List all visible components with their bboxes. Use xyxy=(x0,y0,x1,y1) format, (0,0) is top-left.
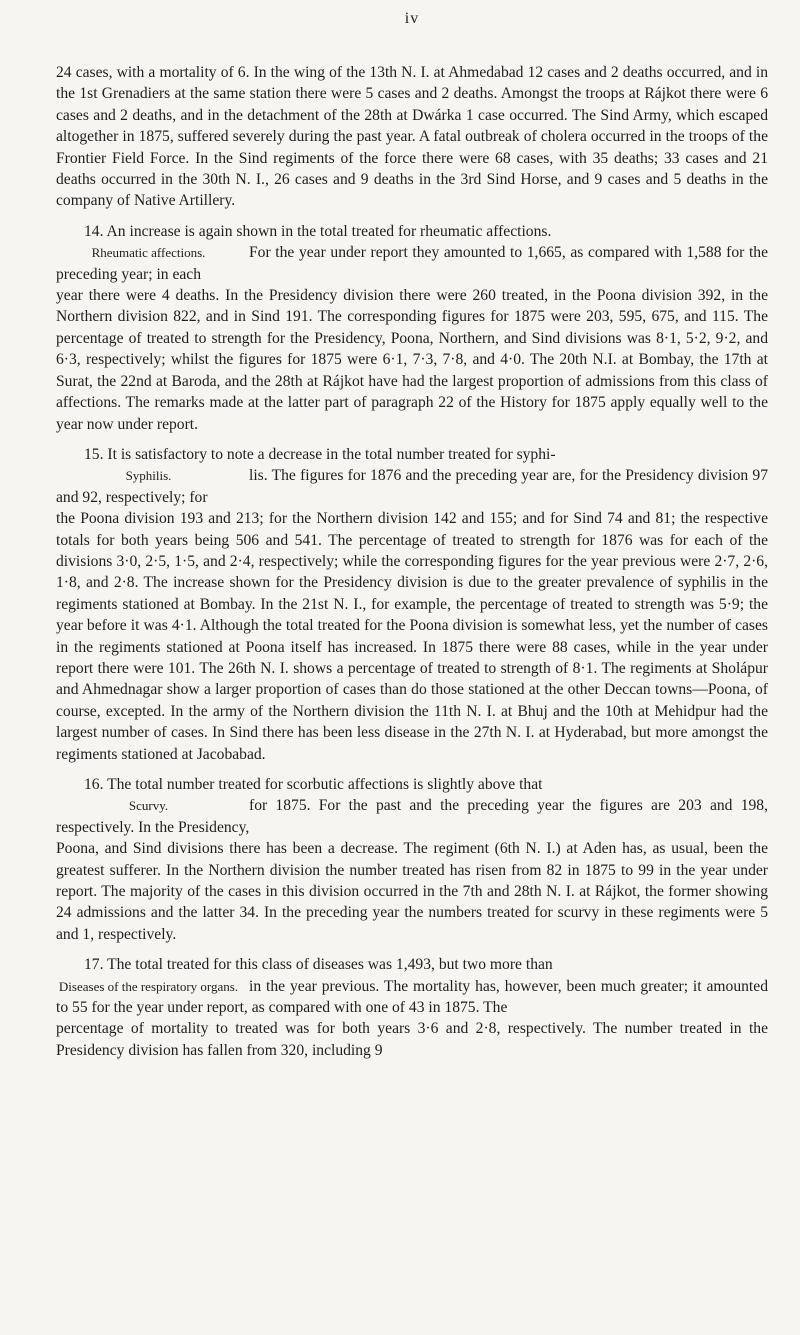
paragraph-14-side: For the year under report they amounted to 1,665, as compared with 1,588 for the preceding year; in each xyxy=(56,244,768,283)
margin-note-syphilis: Syphilis. xyxy=(125,468,172,484)
paragraph-17-side: in the year previous. The mortality has, however, been much greater; it amounted to 55 for the year under report, as compared with one of 43 in 1875. The xyxy=(56,977,768,1017)
paragraph-15-block xyxy=(56,465,768,508)
paragraph-intro: 24 cases, with a mortality of 6. In the wing of the 13th N. I. at Ahmedabad 12 cases and 2 deaths occurred, and in the 1st Grenadiers at the same station there were 5 cases and 2 deaths. Amongst the troops at Rájkot there were 6 cases and 2 deaths, and in the detachment of the 28th at Dwárka 1 case occurred. The Sind Army, which escaped altogether in 1875, suffered severely during the past year. A fatal outbreak of cholera occurred in the troops of the Frontier Field Force. In the Sind regiments of the force there were 68 cases, with 35 deaths; 33 cases and 21 deaths occurred in the 30th N. I., 26 cases and 9 deaths in the 3rd Sind Horse, and 9 cases and 5 deaths in the company of Native Artillery. xyxy=(56,64,768,210)
section-respiratory xyxy=(56,954,768,1061)
section-rheumatic xyxy=(56,221,768,435)
paragraph-16-block xyxy=(56,795,768,838)
margin-note-scurvy: Scurvy. xyxy=(128,798,169,814)
document-page xyxy=(56,0,768,1061)
paragraph-16-rest: Poona, and Sind divisions there has been a decrease. The regiment (6th N. I.) at Aden has, as usual, been the greatest sufferer. In the Northern division the number treated has risen from 82 in 1875 to 99 in the year under report. The majority of the cases in this division occurred in the 7th and 28th N. I. at Rájkot, the former showing 24 admissions and the latter 34. In the preceding year the numbers treated for scurvy in these regiments were 5 and 1, respectively. xyxy=(56,840,768,943)
page-number: iv xyxy=(404,10,420,27)
section-scurvy xyxy=(56,774,768,945)
margin-note-rheumatic: Rheumatic affections. xyxy=(91,245,206,261)
section-syphilis xyxy=(56,444,768,765)
paragraph-17-block xyxy=(56,976,768,1019)
paragraph-14-lead: 14. An increase is again shown in the total treated for rheumatic affections. xyxy=(84,222,552,240)
paragraph-17-rest: percentage of mortality to treated was for both years 3·6 and 2·8, respectively. The number treated in the Presidency division has fallen from 320, including 9 xyxy=(56,1020,768,1059)
paragraph-14-block xyxy=(56,242,768,285)
paragraph-15-lead: 15. It is satisfactory to note a decrease in the total number treated for syphi- xyxy=(84,445,556,463)
paragraph-14-rest: year there were 4 deaths. In the Presidency division there were 260 treated, in the Poona division 392, in the Northern division 822, and in Sind 191. The corresponding figures for 1875 were 203, 595, 675, and 115. The percentage of treated to strength for the Presidency, Poona, Northern, and Sind divisions was 8·1, 5·2, 9·2, and 6·3, respectively; whilst the figures for 1875 were 6·1, 7·3, 7·8, and 4·0. The 20th N.I. at Bombay, the 17th at Surat, the 22nd at Baroda, and the 28th at Rájkot have had the largest proportion of admissions from this class of affections. The remarks made at the latter part of paragraph 22 of the History for 1875 apply equally well to the year now under report. xyxy=(56,287,768,433)
paragraph-15-rest: the Poona division 193 and 213; for the Northern division 142 and 155; and for Sind 74 and 81; the respective totals for both years being 506 and 541. The percentage of treated to strength for 1876 was for each of the divisions 3·0, 2·5, 1·5, and 2·4, respectively; while the corresponding figures for the year previous were 2·7, 2·6, 1·8, and 2·8. The increase shown for the Presidency division is due to the greater prevalence of syphilis in the regiments stationed at Bombay. In the 21st N. I., for example, the percentage of treated to strength was 5·9; the year before it was 4·1. Although the total treated for the Poona division is somewhat less, yet the number of cases in the regiments stationed at Poona itself has increased. In 1875 there were 88 cases, while in the year under report there were 101. The 26th N. I. shows a percentage of treated to strength of 8·1. The regiments at Sholápur and Ahmednagar show a larger proportion of cases than do those stationed at the other Deccan towns—Poona, of course, excepted. In the army of the Northern division the 11th N. I. at Bhuj and the 10th at Mehidpur had the largest number of cases. In Sind there has been less disease in the 27th N. I. at Hyderabad, but more amongst the regiments stationed at Jacobabad. xyxy=(56,510,768,763)
paragraph-15-side: lis. The figures for 1876 and the preceding year are, for the Presidency division 97 and 92, respectively; for xyxy=(56,467,768,506)
margin-note-respiratory: Diseases of the respiratory organs. xyxy=(58,978,239,994)
paragraph-16-side: for 1875. For the past and the preceding year the figures are 203 and 198, respectively. In the Presidency, xyxy=(56,797,768,836)
paragraph-16-lead: 16. The total number treated for scorbutic affections is slightly above that xyxy=(84,776,543,793)
paragraph-17-lead: 17. The total treated for this class of diseases was 1,493, but two more than xyxy=(84,956,553,974)
